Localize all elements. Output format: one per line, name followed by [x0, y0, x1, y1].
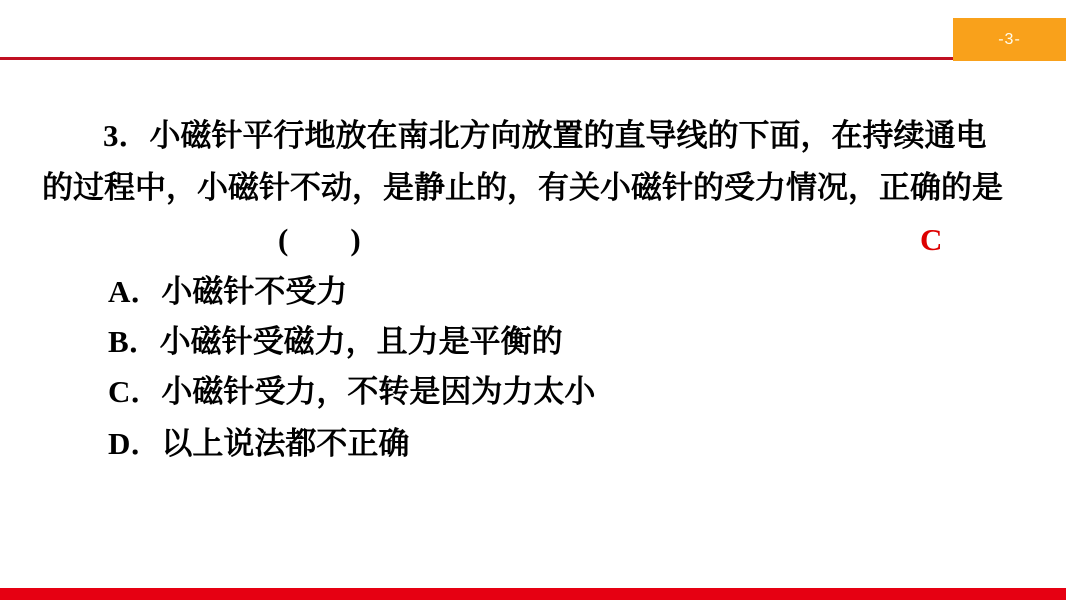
- option-d: D．以上说法都不正确: [108, 426, 410, 461]
- bottom-bar-divider: [0, 588, 1066, 600]
- question-text-line-2: 的过程中，小磁针不动，是静止的，有关小磁针的受力情况，正确的是: [42, 170, 1003, 205]
- option-c: C．小磁针受力，不转是因为力太小: [108, 374, 596, 409]
- top-rule-divider: [0, 57, 1066, 60]
- page-number-badge: [953, 18, 1066, 61]
- answer-bracket: ( ): [278, 222, 361, 257]
- option-a: A．小磁针不受力: [108, 274, 348, 309]
- option-b: B．小磁针受磁力，且力是平衡的: [108, 324, 563, 359]
- correct-answer-letter: C: [920, 222, 943, 257]
- question-text-line-1: 3．小磁针平行地放在南北方向放置的直导线的下面，在持续通电: [103, 118, 987, 153]
- page-number-label: -3-: [998, 30, 1021, 48]
